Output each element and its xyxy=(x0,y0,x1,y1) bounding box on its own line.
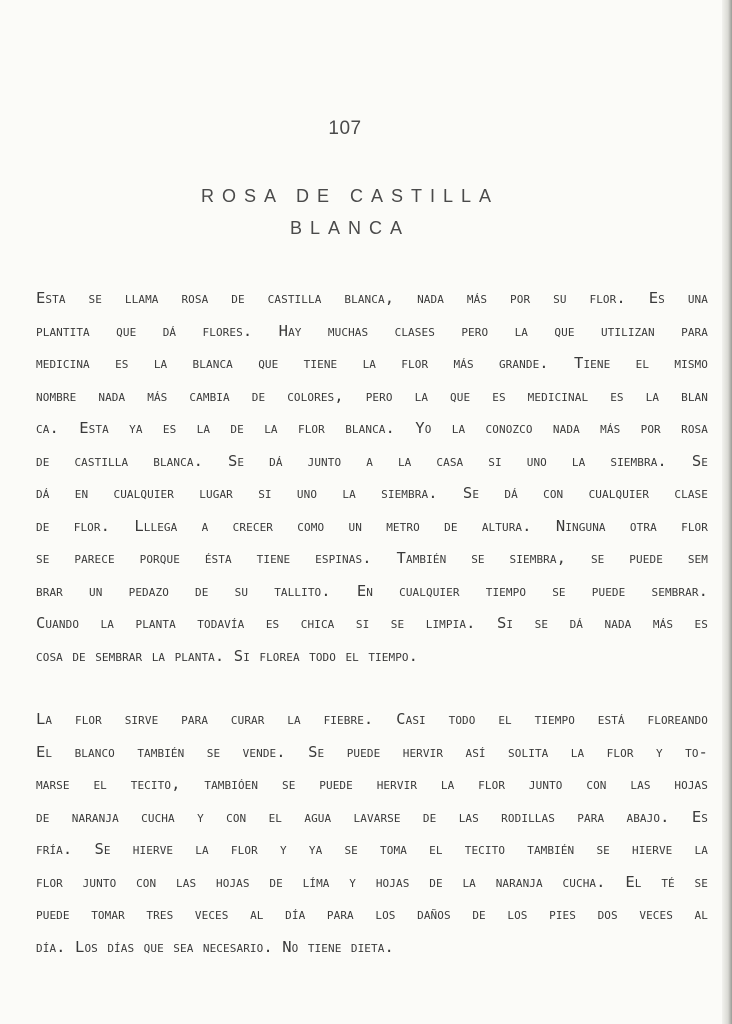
title-line-1: ROSA DE CASTILLA xyxy=(200,186,500,206)
text-line: puede tomar tres veces al día para los daños de los pies dos veces al xyxy=(36,905,708,923)
text-line: de castilla blanca. Se dá junto a la casa si uno la siembra. Se xyxy=(36,451,708,470)
text-line: Esta se llama rosa de castilla blanca, nada más por su flor. Es una xyxy=(36,289,708,307)
page-edge xyxy=(722,0,732,1024)
text-line: fría. Se hierve la flor y ya se toma el tecito también se hierve la xyxy=(36,840,708,858)
title-line-2: BLANCA xyxy=(289,218,411,238)
text-line: cosa de sembrar la planta. Si florea todo el tiempo. xyxy=(36,646,419,665)
text-line: nombre nada más cambia de colores, pero la que es medicinal es la blan xyxy=(36,386,708,405)
text-line: brar un pedazo de su tallito. En cualquier tiempo se puede sembrar. xyxy=(36,581,708,600)
text-line: flor junto con las hojas de líma y hojas de la naranja cucha. El té se xyxy=(36,872,708,891)
text-line: marse el tecito, tambióen se puede hervir la flor junto con las hojas xyxy=(36,775,708,793)
text-line: ca. Esta ya es la de la flor blanca. Yo la conozco nada más por rosa xyxy=(36,419,708,437)
paragraph-2 xyxy=(36,703,708,963)
text-line: Cuando la planta todavía es chica si se limpia. Si se dá nada más es xyxy=(36,614,708,632)
paragraph-1 xyxy=(36,282,708,672)
text-line: día. Los días que sea necesario. No tiene dieta. xyxy=(36,937,394,956)
text-line: se parece porque ésta tiene espinas. También se siembra, se puede sem xyxy=(36,549,708,567)
text-line: La flor sirve para curar la fiebre. Casi todo el tiempo está floreando xyxy=(36,710,708,728)
text-line: plantita que dá flores. Hay muchas clases pero la que utilizan para xyxy=(36,321,708,340)
text-line: dá en cualquier lugar si uno la siembra. Se dá con cualquier clase xyxy=(36,484,708,502)
text-line: El blanco también se vende. Se puede hervir así solita la flor y to- xyxy=(36,742,708,761)
text-line: medicina es la blanca que tiene la flor más grande. Tiene el mismo xyxy=(36,354,708,372)
page-number: 107 xyxy=(328,118,362,139)
text-line: de flor. Lllega a crecer como un metro de altura. Ninguna otra flor xyxy=(36,516,708,535)
text-line: de naranja cucha y con el agua lavarse de las rodillas para abajo. Es xyxy=(36,807,708,826)
